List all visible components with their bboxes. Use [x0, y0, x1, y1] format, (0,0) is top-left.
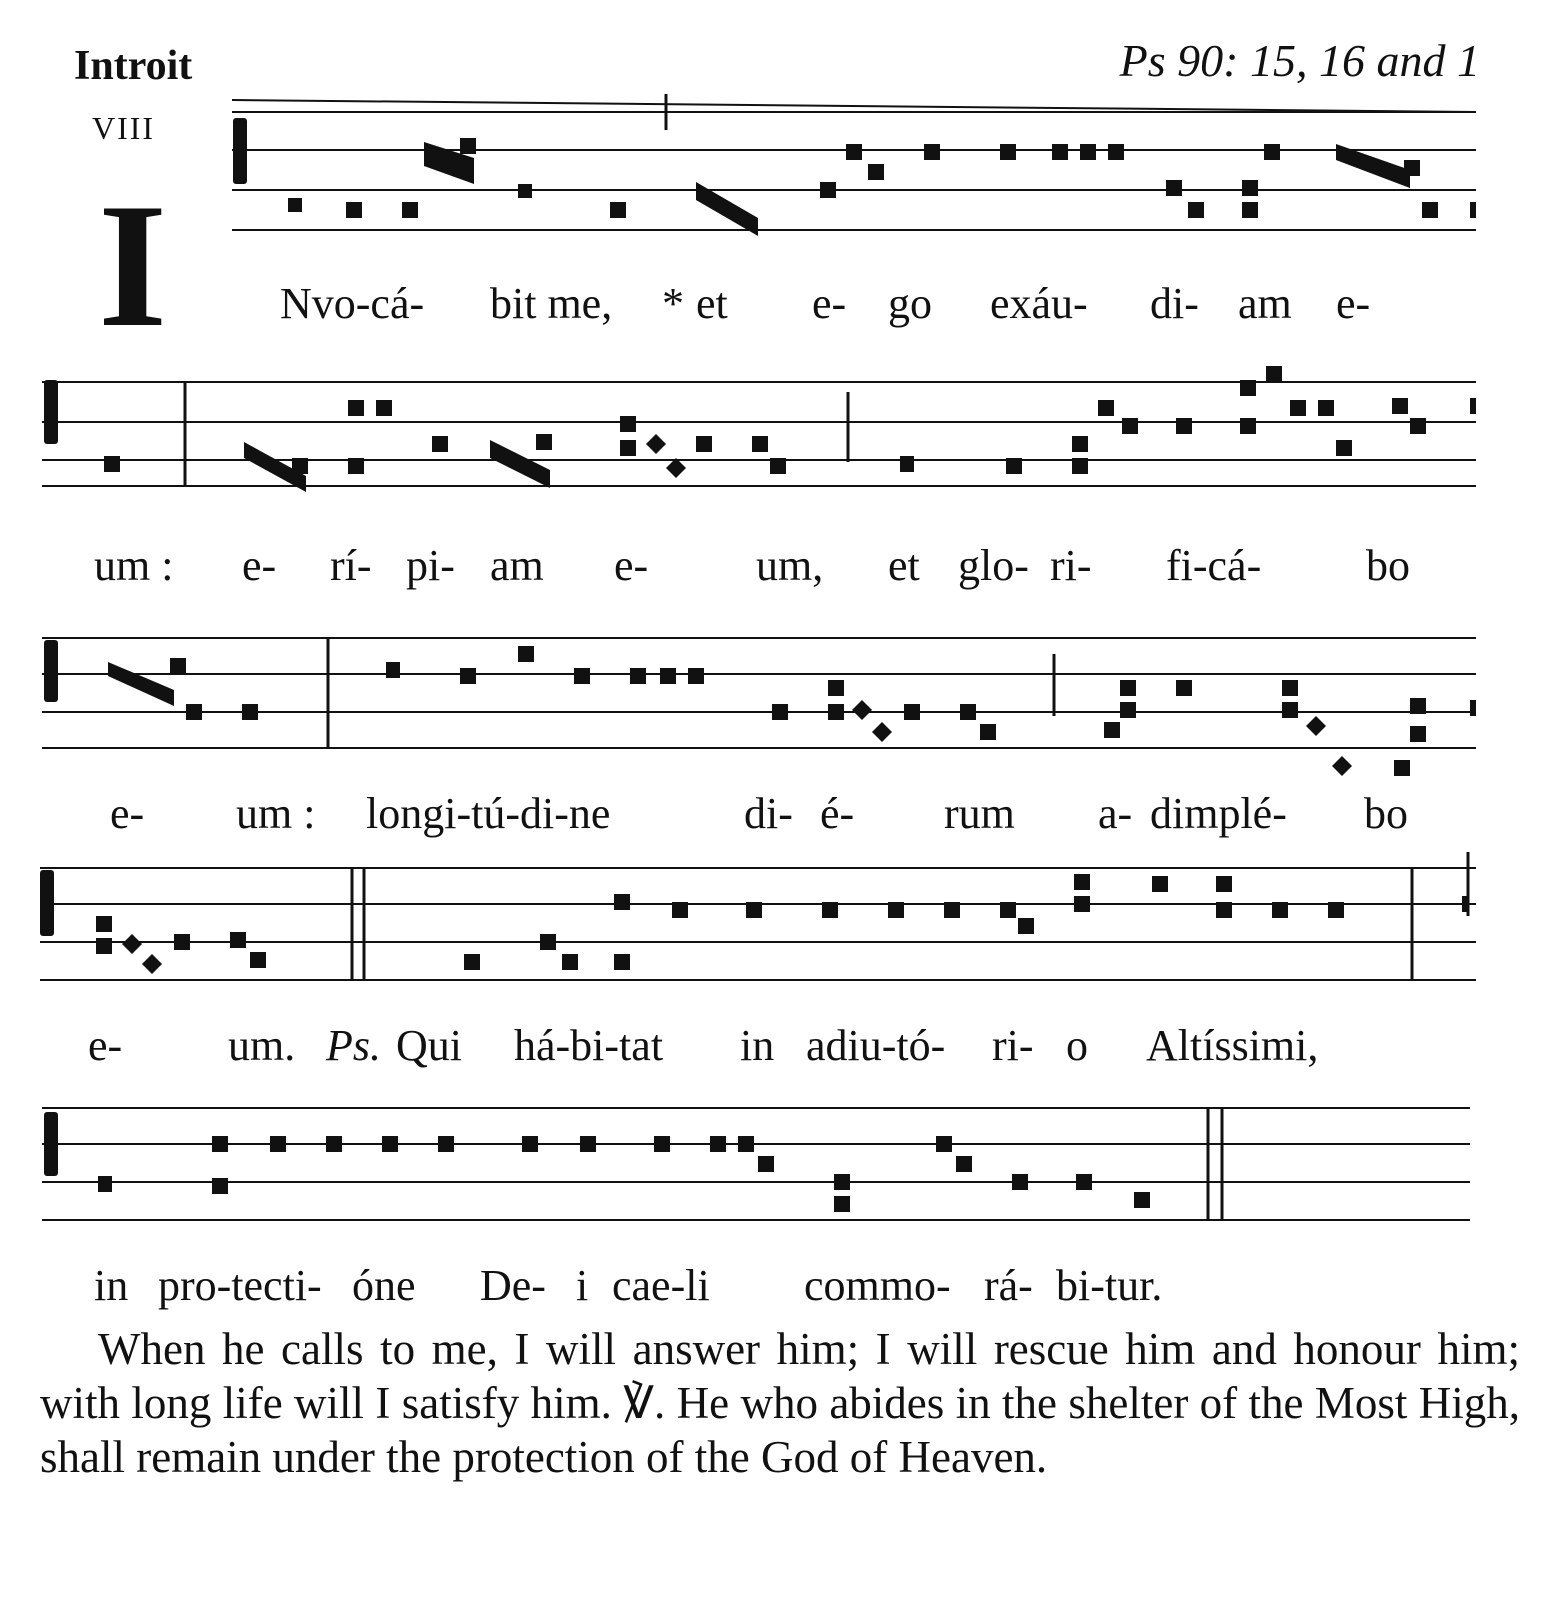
syllable: am [1238, 279, 1292, 328]
english-translation [40, 1322, 1520, 1484]
syllable: e- [88, 1021, 123, 1070]
neume [348, 400, 364, 416]
syllable: bo [1364, 789, 1408, 838]
syllable: di- [1150, 279, 1199, 328]
syllable: i [576, 1261, 589, 1310]
syllable: e- [614, 541, 649, 590]
lyrics-line-1 [0, 278, 1558, 338]
syllable: Altíssimi, [1146, 1021, 1319, 1070]
neume [752, 436, 768, 452]
syllable: é- [820, 789, 855, 838]
neume [956, 1156, 972, 1172]
neume [1394, 760, 1410, 776]
neume [1272, 902, 1288, 918]
neume [654, 1136, 670, 1152]
syllable: go [888, 279, 932, 328]
neume [1336, 440, 1352, 456]
syllable: ri- [1050, 541, 1092, 590]
neume [1012, 1174, 1028, 1190]
neume [580, 1136, 596, 1152]
neume [1282, 680, 1298, 696]
syllable: longi-tú-di-ne [366, 789, 611, 838]
neume [904, 704, 920, 720]
neume [1120, 702, 1136, 718]
syllable: ri- [992, 1021, 1034, 1070]
neume [1000, 902, 1016, 918]
neume [1120, 680, 1136, 696]
neume [1422, 202, 1438, 218]
neume [1410, 698, 1426, 714]
syllable: pro-tecti- [158, 1261, 322, 1310]
neume [212, 1136, 228, 1152]
syllable: bit me, [490, 279, 613, 328]
neume [672, 902, 688, 918]
neume [288, 198, 302, 212]
neume [646, 434, 666, 454]
syllable: fi-cá- [1166, 541, 1262, 590]
neume [122, 934, 142, 954]
neume [936, 1136, 952, 1152]
neume [464, 954, 480, 970]
neume [1074, 896, 1090, 912]
lyrics-line-2 [0, 540, 1558, 600]
neume [1098, 400, 1114, 416]
neume [386, 662, 400, 678]
custos [1470, 700, 1476, 716]
neume [960, 704, 976, 720]
syllable: e- [242, 541, 277, 590]
neume [630, 668, 646, 684]
neume [852, 700, 872, 720]
neume [1176, 680, 1192, 696]
neume [402, 202, 418, 218]
neume [1242, 180, 1258, 196]
neume [980, 724, 996, 740]
syllable: glo- [958, 541, 1029, 590]
syllable: o [1066, 1021, 1088, 1070]
neume [924, 144, 940, 160]
staff-system-4 [0, 856, 1558, 1006]
neume [326, 1136, 342, 1152]
syllable: um. [228, 1021, 296, 1070]
neume [562, 954, 578, 970]
c-clef [44, 380, 58, 444]
syllable: commo- [804, 1261, 951, 1310]
neume [738, 1136, 754, 1152]
syllable: rí- [330, 541, 372, 590]
neume [688, 668, 704, 684]
syllable: um : [236, 789, 316, 838]
syllable: et [696, 279, 728, 328]
neume [270, 1136, 286, 1152]
neume [944, 902, 960, 918]
staff-system-5 [0, 1104, 1558, 1234]
neume [142, 954, 162, 974]
syllable: pi- [406, 541, 455, 590]
neume [828, 704, 844, 720]
mode-number: VIII [92, 110, 156, 146]
neume [710, 1136, 726, 1152]
neume [1332, 756, 1352, 776]
syllable: Nvo-cá- [280, 279, 425, 328]
initial-letter: I [98, 166, 168, 364]
neume [770, 458, 786, 474]
syllable: Qui [396, 1021, 462, 1070]
staff-system-3 [0, 630, 1558, 790]
neume [1188, 202, 1204, 218]
neume [746, 902, 762, 918]
neume [1052, 144, 1068, 160]
syllable: in [740, 1021, 775, 1070]
introit-title: Introit [74, 43, 193, 89]
neume [518, 184, 532, 198]
neume [1410, 726, 1426, 742]
syllable: exáu- [990, 279, 1088, 328]
neume [1216, 902, 1232, 918]
neume [96, 916, 112, 932]
neume [1108, 144, 1124, 160]
neume [1290, 400, 1306, 416]
syllable: cae-li [612, 1261, 710, 1310]
psalm-abbreviation: Ps. [326, 1021, 381, 1070]
syllable: am [490, 541, 544, 590]
neume [620, 440, 636, 456]
neume [660, 668, 676, 684]
neume [900, 456, 914, 472]
syllable: um : [94, 541, 174, 590]
custos [1470, 398, 1476, 414]
neume [1122, 418, 1138, 434]
neume [1076, 1174, 1092, 1190]
neume [828, 680, 844, 696]
neume [1166, 180, 1182, 196]
neume [1392, 398, 1408, 414]
translation-text: When he calls to me, I will answer him; I will rescue him and honour him; with long life will I satisfy him. ℣. He who abides in the shelter of the Most High, shall remain under the protection of the God of Heaven. [40, 1324, 1520, 1482]
neume [1404, 160, 1420, 176]
neume [540, 934, 556, 950]
syllable: rá- [984, 1261, 1033, 1310]
syllable: De- [480, 1261, 546, 1310]
neume [460, 668, 476, 684]
neume [1410, 418, 1426, 434]
neume [1134, 1192, 1150, 1208]
syllable: * [662, 279, 684, 328]
syllable: rum [944, 789, 1015, 838]
lyrics-line-3 [0, 788, 1558, 848]
neume [292, 458, 308, 474]
syllable: óne [352, 1261, 416, 1310]
neume [346, 202, 362, 218]
neume [174, 934, 190, 950]
neume [432, 436, 448, 452]
neume [758, 1156, 774, 1172]
syllable: bo [1366, 541, 1410, 590]
neume [250, 952, 266, 968]
neume [846, 144, 862, 160]
neume [1264, 144, 1280, 160]
neume [376, 400, 392, 416]
neume [834, 1196, 850, 1212]
c-clef [44, 1112, 58, 1176]
neume [438, 1136, 454, 1152]
neume [170, 658, 186, 674]
neume [696, 436, 712, 452]
neume [1176, 418, 1192, 434]
syllable: bi-tur. [1056, 1261, 1163, 1310]
neume [1318, 400, 1334, 416]
psalm-reference: Ps 90: 15, 16 and 1 [1119, 35, 1480, 86]
neume [1266, 366, 1282, 382]
neume [888, 902, 904, 918]
syllable: um, [756, 541, 824, 590]
neume [1306, 716, 1326, 736]
neume [1282, 702, 1298, 718]
syllable: e- [812, 279, 847, 328]
neume [620, 416, 636, 432]
neume [522, 1136, 538, 1152]
neume [1328, 902, 1344, 918]
neume [536, 434, 552, 450]
c-clef [233, 118, 247, 184]
neume [1242, 202, 1258, 218]
syllable: há-bi-tat [514, 1021, 664, 1070]
neume [614, 954, 630, 970]
syllable: in [94, 1261, 129, 1310]
c-clef [44, 640, 58, 702]
neume [1080, 144, 1096, 160]
neume [98, 1176, 112, 1192]
neume [868, 164, 884, 180]
neume [212, 1178, 228, 1194]
neume [610, 202, 626, 218]
staff-system-1 [0, 100, 1558, 250]
neume [518, 646, 534, 662]
neume [1104, 722, 1120, 738]
syllable: et [888, 541, 920, 590]
c-clef [40, 870, 54, 936]
neume [574, 668, 590, 684]
neume [230, 932, 246, 948]
syllable: adiu-tó- [806, 1021, 946, 1070]
custos [1470, 202, 1476, 218]
neume [614, 894, 630, 910]
neume [1072, 458, 1088, 474]
neume [1074, 874, 1090, 890]
neume [1006, 458, 1022, 474]
syllable: a- [1098, 789, 1133, 838]
neume [1216, 876, 1232, 892]
neume [1240, 418, 1256, 434]
syllable: e- [110, 789, 145, 838]
lyrics-line-5 [0, 1260, 1558, 1320]
neume [348, 458, 364, 474]
neume [108, 662, 174, 706]
neume [104, 456, 120, 472]
neume [820, 182, 836, 198]
neume [1018, 918, 1034, 934]
lyrics-line-4 [0, 1020, 1558, 1080]
neume [772, 704, 788, 720]
neume [1072, 436, 1088, 452]
neume [822, 902, 838, 918]
custos [1462, 896, 1468, 912]
neume [242, 704, 258, 720]
syllable: e- [1336, 279, 1371, 328]
neume [1000, 144, 1016, 160]
neume [1152, 876, 1168, 892]
neume [872, 722, 892, 742]
neume [460, 138, 476, 154]
syllable: dimplé- [1150, 789, 1287, 838]
neume [382, 1136, 398, 1152]
staff-system-2 [0, 366, 1558, 516]
syllable: di- [744, 789, 793, 838]
neume [96, 938, 112, 954]
neume [186, 704, 202, 720]
neume [834, 1174, 850, 1190]
neume [1240, 380, 1256, 396]
